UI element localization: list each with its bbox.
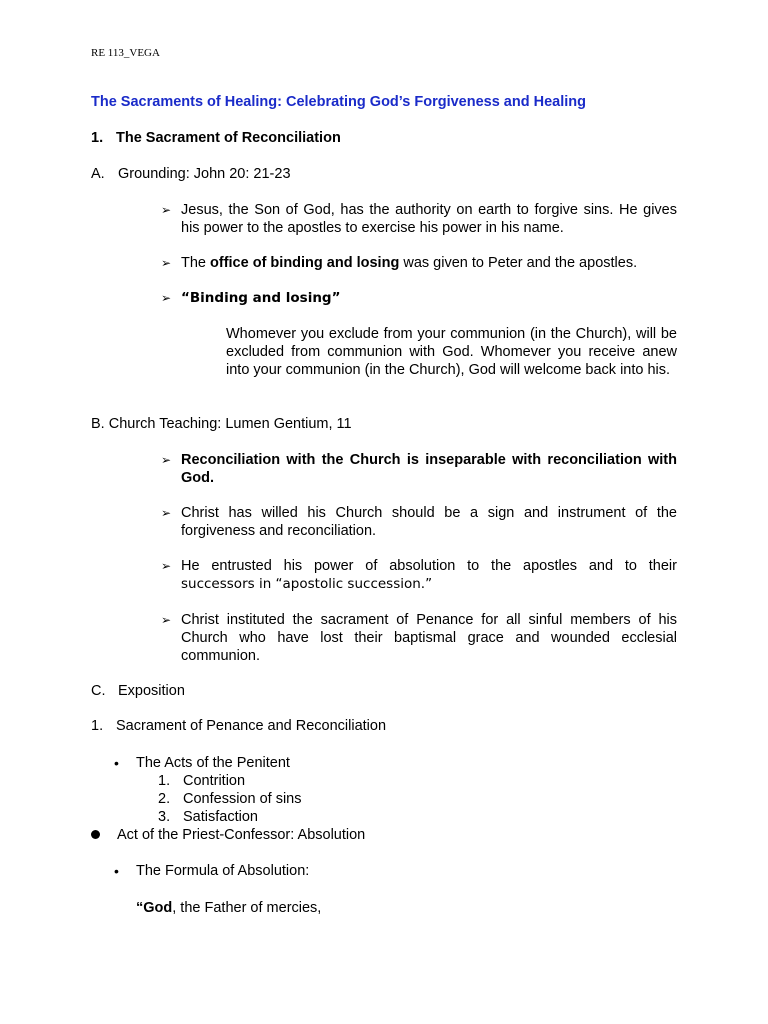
arrow-bullet-icon: ➢ <box>161 203 172 217</box>
bullet-icon: • <box>114 755 119 771</box>
arrow-bullet-icon: ➢ <box>161 291 172 305</box>
part-a-bullet-3: “Binding and losing” <box>181 290 341 306</box>
act-number: 3. <box>158 809 171 825</box>
part-b-bullet-3-line-1: He entrusted his power of absolution to the apostles and to their <box>181 558 677 574</box>
act-item: Satisfaction <box>183 809 258 825</box>
document-title: The Sacraments of Healing: Celebrating God’s Forgiveness and Healing <box>91 94 586 110</box>
section-number: 1. <box>91 130 104 146</box>
part-b-bullet-2: Christ has willed his Church should be a sign and instrument of the forgiveness and reconciliation. <box>181 505 677 539</box>
section-heading: The Sacrament of Reconciliation <box>116 130 341 146</box>
part-c-label: Exposition <box>118 683 185 699</box>
binding-quote: Whomever you exclude from your communion (in the Church), will be excluded from communion with God. Whomever you receive anew into your communion (in the Church), God will welcome back into his. <box>226 326 677 378</box>
part-a-bullet-1: Jesus, the Son of God, has the authority on earth to forgive sins. He gives his power to the apostles to exercise his power in his name. <box>181 202 677 236</box>
bullet-icon: • <box>114 863 119 879</box>
arrow-bullet-icon: ➢ <box>161 613 172 627</box>
part-b-bullet-1: Reconciliation with the Church is inseparable with reconciliation with God. <box>181 452 677 486</box>
exposition-item-label: Sacrament of Penance and Reconciliation <box>116 718 387 734</box>
document-header: RE 113_VEGA <box>91 47 160 59</box>
part-b-bullet-4: Christ instituted the sacrament of Penance for all sinful members of his Church who have lost their baptismal grace and wounded ecclesial communion. <box>181 612 677 664</box>
act-number: 1. <box>158 773 171 789</box>
priest-confessor-label: Act of the Priest-Confessor: Absolution <box>117 827 366 843</box>
filled-bullet-icon <box>91 830 100 839</box>
arrow-bullet-icon: ➢ <box>161 506 172 520</box>
arrow-bullet-icon: ➢ <box>161 256 172 270</box>
act-item: Contrition <box>183 773 246 789</box>
formula-label: The Formula of Absolution: <box>136 863 310 879</box>
exposition-item-number: 1. <box>91 718 104 734</box>
act-number: 2. <box>158 791 171 807</box>
part-a-bullet-2: The office of binding and losing was given to Peter and the apostles. <box>181 255 638 271</box>
part-b-label: B. Church Teaching: Lumen Gentium, 11 <box>91 416 352 432</box>
arrow-bullet-icon: ➢ <box>161 559 172 573</box>
part-b-bullet-3-line-2: successors in “apostolic succession.” <box>181 576 433 592</box>
formula-text: “God, the Father of mercies, <box>136 900 322 916</box>
part-a-marker: A. <box>91 166 105 182</box>
office-binding-term: office of binding and losing <box>210 255 400 271</box>
arrow-bullet-icon: ➢ <box>161 453 172 467</box>
part-a-label: Grounding: John 20: 21-23 <box>118 166 291 182</box>
part-c-marker: C. <box>91 683 106 699</box>
acts-of-penitent-label: The Acts of the Penitent <box>136 755 290 771</box>
act-item: Confession of sins <box>183 791 302 807</box>
